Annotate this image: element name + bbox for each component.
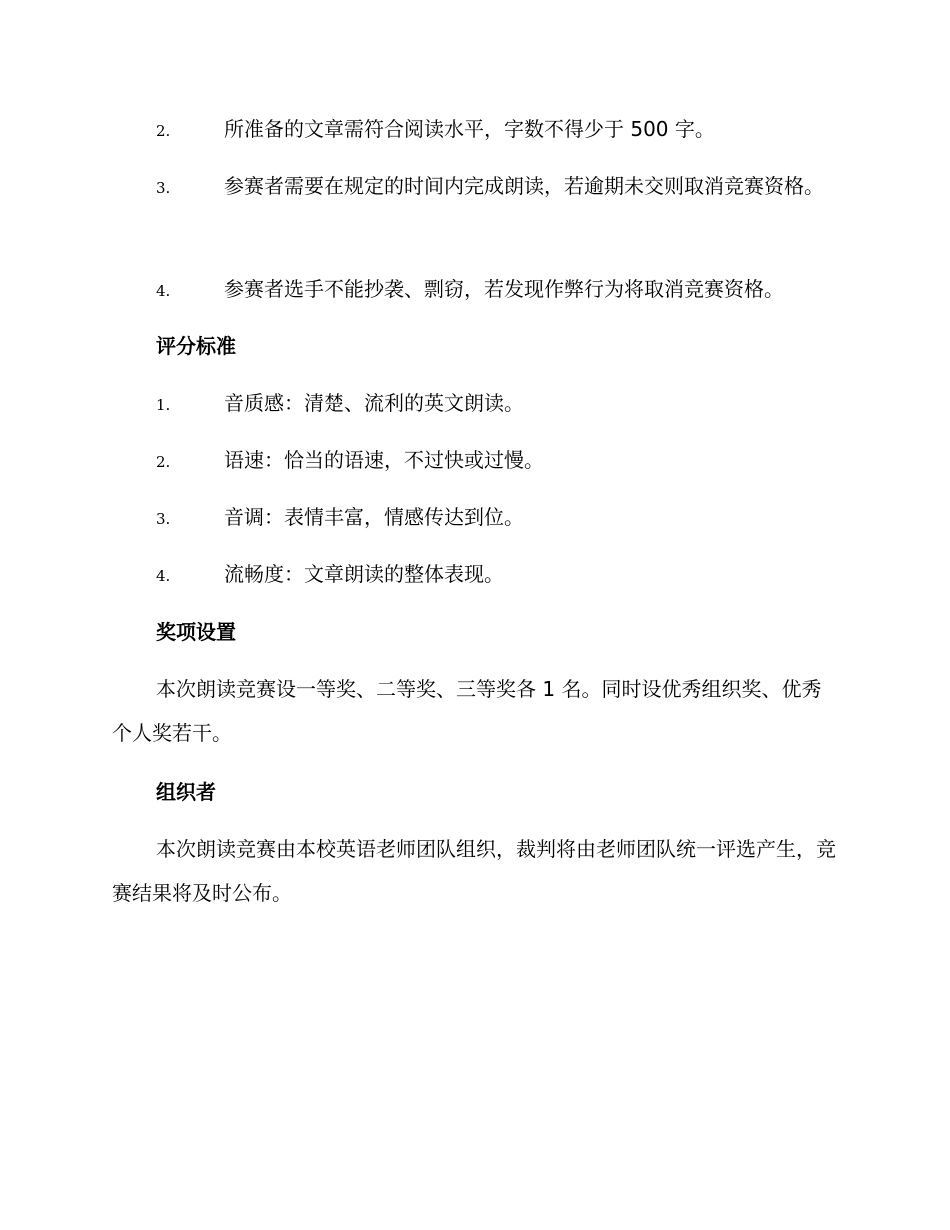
list-number: 3. [156,510,171,528]
list-text: 语速：恰当的语速，不过快或过慢。 [224,448,544,472]
scoring-item-1 [112,381,837,427]
list-number: 4. [156,567,171,585]
scoring-item-3 [112,495,837,541]
rule-item-2 [112,107,837,153]
list-text: 流畅度：文章朗读的整体表现。 [224,562,504,586]
awards-heading: 奖项设置 [156,620,236,644]
rule-item-4 [112,267,837,313]
list-number: 1. [156,396,171,414]
list-number: 3. [156,179,171,197]
awards-paragraph: 本次朗读竞赛设一等奖、二等奖、三等奖各 1 名。同时设优秀组织奖、优秀个人奖若干。 [112,677,822,745]
list-text: 所准备的文章需符合阅读水平，字数不得少于 500 字。 [224,117,715,141]
list-text: 参赛者选手不能抄袭、剽窃，若发现作弊行为将取消竞赛资格。 [224,277,784,301]
organizer-paragraph: 本次朗读竞赛由本校英语老师团队组织，裁判将由老师团队统一评选产生，竞赛结果将及时公布。 [112,837,836,905]
list-number: 2. [156,453,171,471]
scoring-item-4 [112,552,837,598]
list-text: 音质感：清楚、流利的英文朗读。 [224,391,524,415]
scoring-item-2 [112,438,837,484]
list-text: 音调：表情丰富，情感传达到位。 [224,505,524,529]
rule-item-3 [112,164,837,210]
list-number: 4. [156,282,171,300]
scoring-heading: 评分标准 [156,334,236,358]
organizer-heading: 组织者 [156,780,216,804]
list-text: 参赛者需要在规定的时间内完成朗读，若逾期未交则取消竞赛资格。 [224,174,824,198]
list-number: 2. [156,122,171,140]
